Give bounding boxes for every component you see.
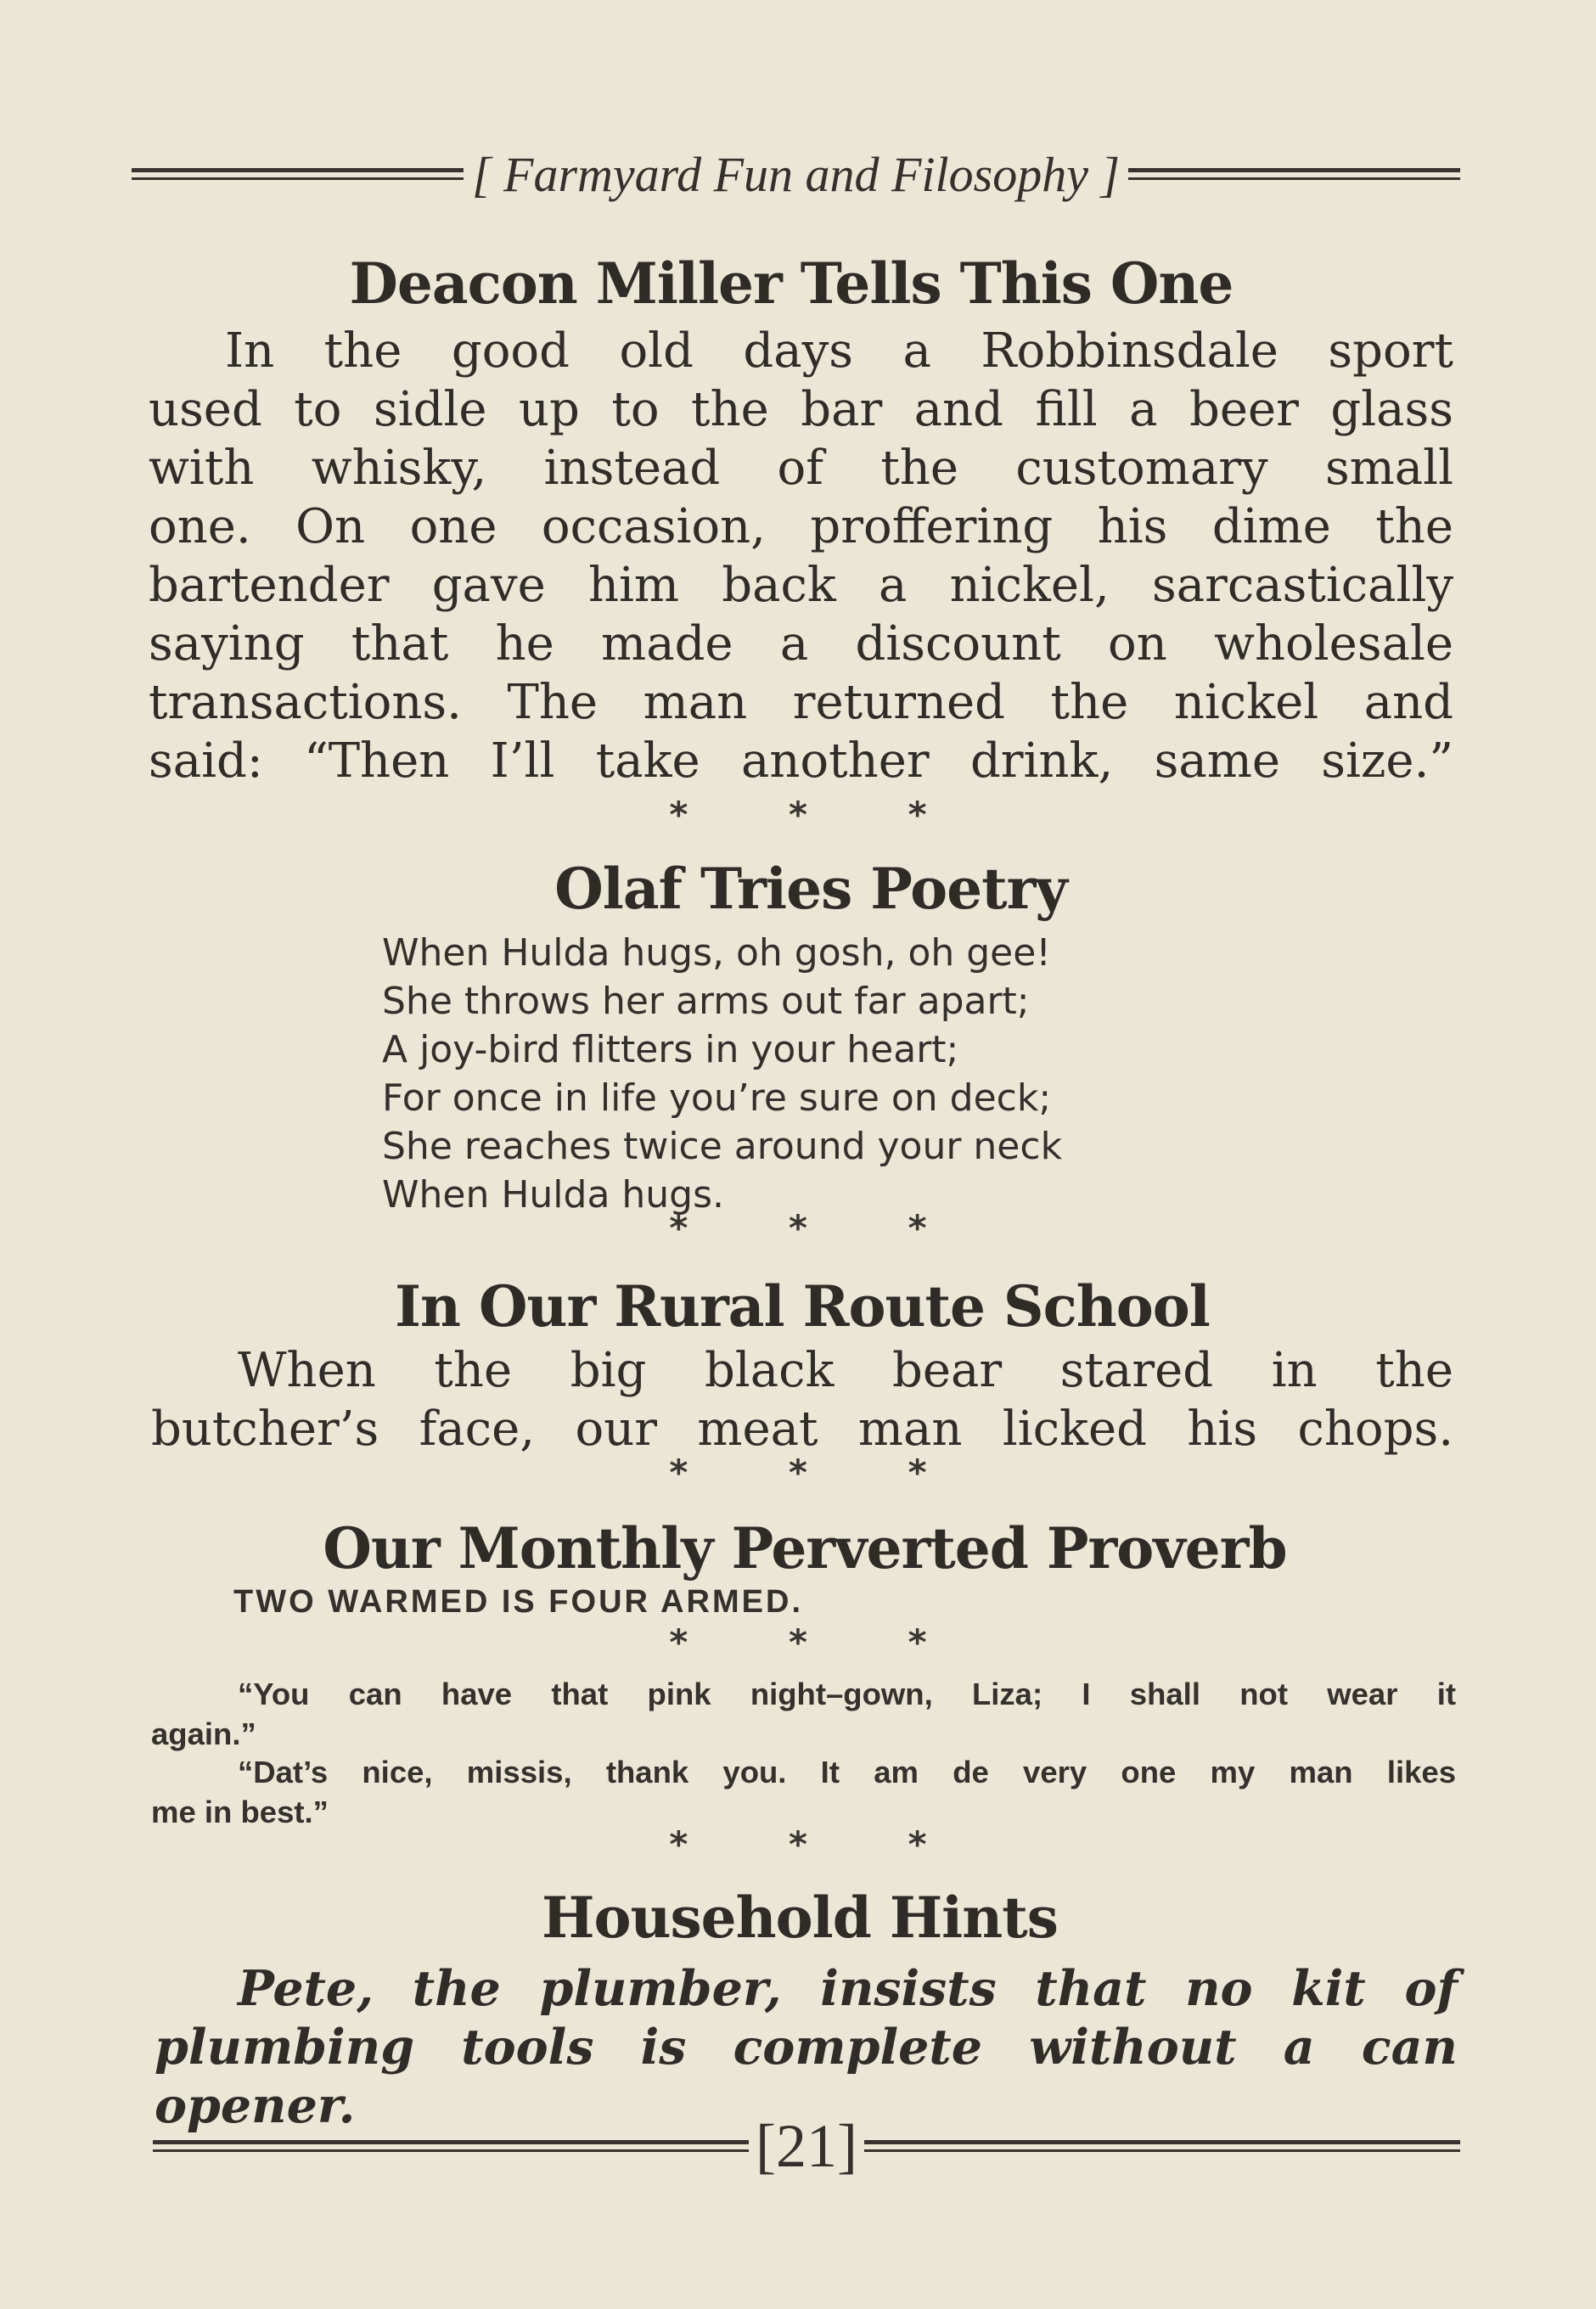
prose-line: used to sidle up to the bar and fill a beer glass <box>149 382 1453 437</box>
poem <box>382 929 1273 1219</box>
poem-line: A joy-bird flitters in your heart; <box>382 1028 959 1071</box>
poem-line: For once in life you’re sure on deck; <box>382 1076 1052 1120</box>
running-header <box>132 146 1460 203</box>
footer-rule-right <box>864 2138 1460 2155</box>
prose-line: butcher’s face, our meat man licked his chops. <box>151 1402 1453 1457</box>
page-footer <box>153 2111 1460 2182</box>
section-heading-school: In Our Rural Route School <box>395 1273 1210 1340</box>
poem-line: When Hulda hugs. <box>382 1173 725 1216</box>
dialog-line: me in best.” <box>151 1795 329 1829</box>
prose-line: saying that he made a discount on wholesale <box>149 616 1453 671</box>
proverb-text: TWO WARMED IS FOUR ARMED. <box>233 1584 803 1620</box>
section-heading-olaf: Olaf Tries Poetry <box>554 856 1067 922</box>
section-heading-household: Household Hints <box>542 1885 1058 1951</box>
prose-line: one. On one occasion, proffering his dime the <box>149 499 1453 554</box>
section-separator: * * * <box>669 1823 971 1865</box>
section-separator: * * * <box>669 1452 971 1493</box>
section-separator: * * * <box>669 1621 971 1663</box>
poem-line: She reaches twice around your neck <box>382 1125 1063 1168</box>
running-head-title: [ Farmyard Fun and Filosophy ] <box>471 147 1121 202</box>
dialog-line: “Dat’s nice, missis, thank you. It am de very one my man likes <box>238 1755 1456 1789</box>
section-separator: * * * <box>669 1207 971 1249</box>
hint-line: plumbing tools is complete without a can opener. <box>155 2019 1458 2134</box>
page-number: [21] <box>756 2112 857 2180</box>
section-heading-deacon: Deacon Miller Tells This One <box>349 250 1234 317</box>
prose-line: said: “Then I’ll take another drink, same size.” <box>149 733 1453 789</box>
dialog-line: “You can have that pink night–gown, Liza; I shall not wear it <box>238 1677 1456 1711</box>
hint-line: Pete, the plumber, insists that no kit of <box>238 1960 1458 2017</box>
poem-line: She throws her arms out far apart; <box>382 980 1030 1023</box>
header-rule-left <box>132 166 464 183</box>
prose-line: transactions. The man returned the nickel and <box>149 675 1453 730</box>
footer-rule-left <box>153 2138 749 2155</box>
header-rule-right <box>1128 166 1460 183</box>
dialog-line: again.” <box>151 1716 256 1751</box>
prose-line: with whisky, instead of the customary small <box>149 441 1453 496</box>
section-separator: * * * <box>669 794 971 835</box>
prose-line: In the good old days a Robbinsdale sport <box>225 323 1453 379</box>
section-heading-proverb: Our Monthly Perverted Proverb <box>323 1515 1287 1581</box>
prose-line: bartender gave him back a nickel, sarcastically <box>149 558 1453 613</box>
poem-line: When Hulda hugs, oh gosh, oh gee! <box>382 931 1051 975</box>
prose-line: When the big black bear stared in the <box>238 1343 1453 1398</box>
